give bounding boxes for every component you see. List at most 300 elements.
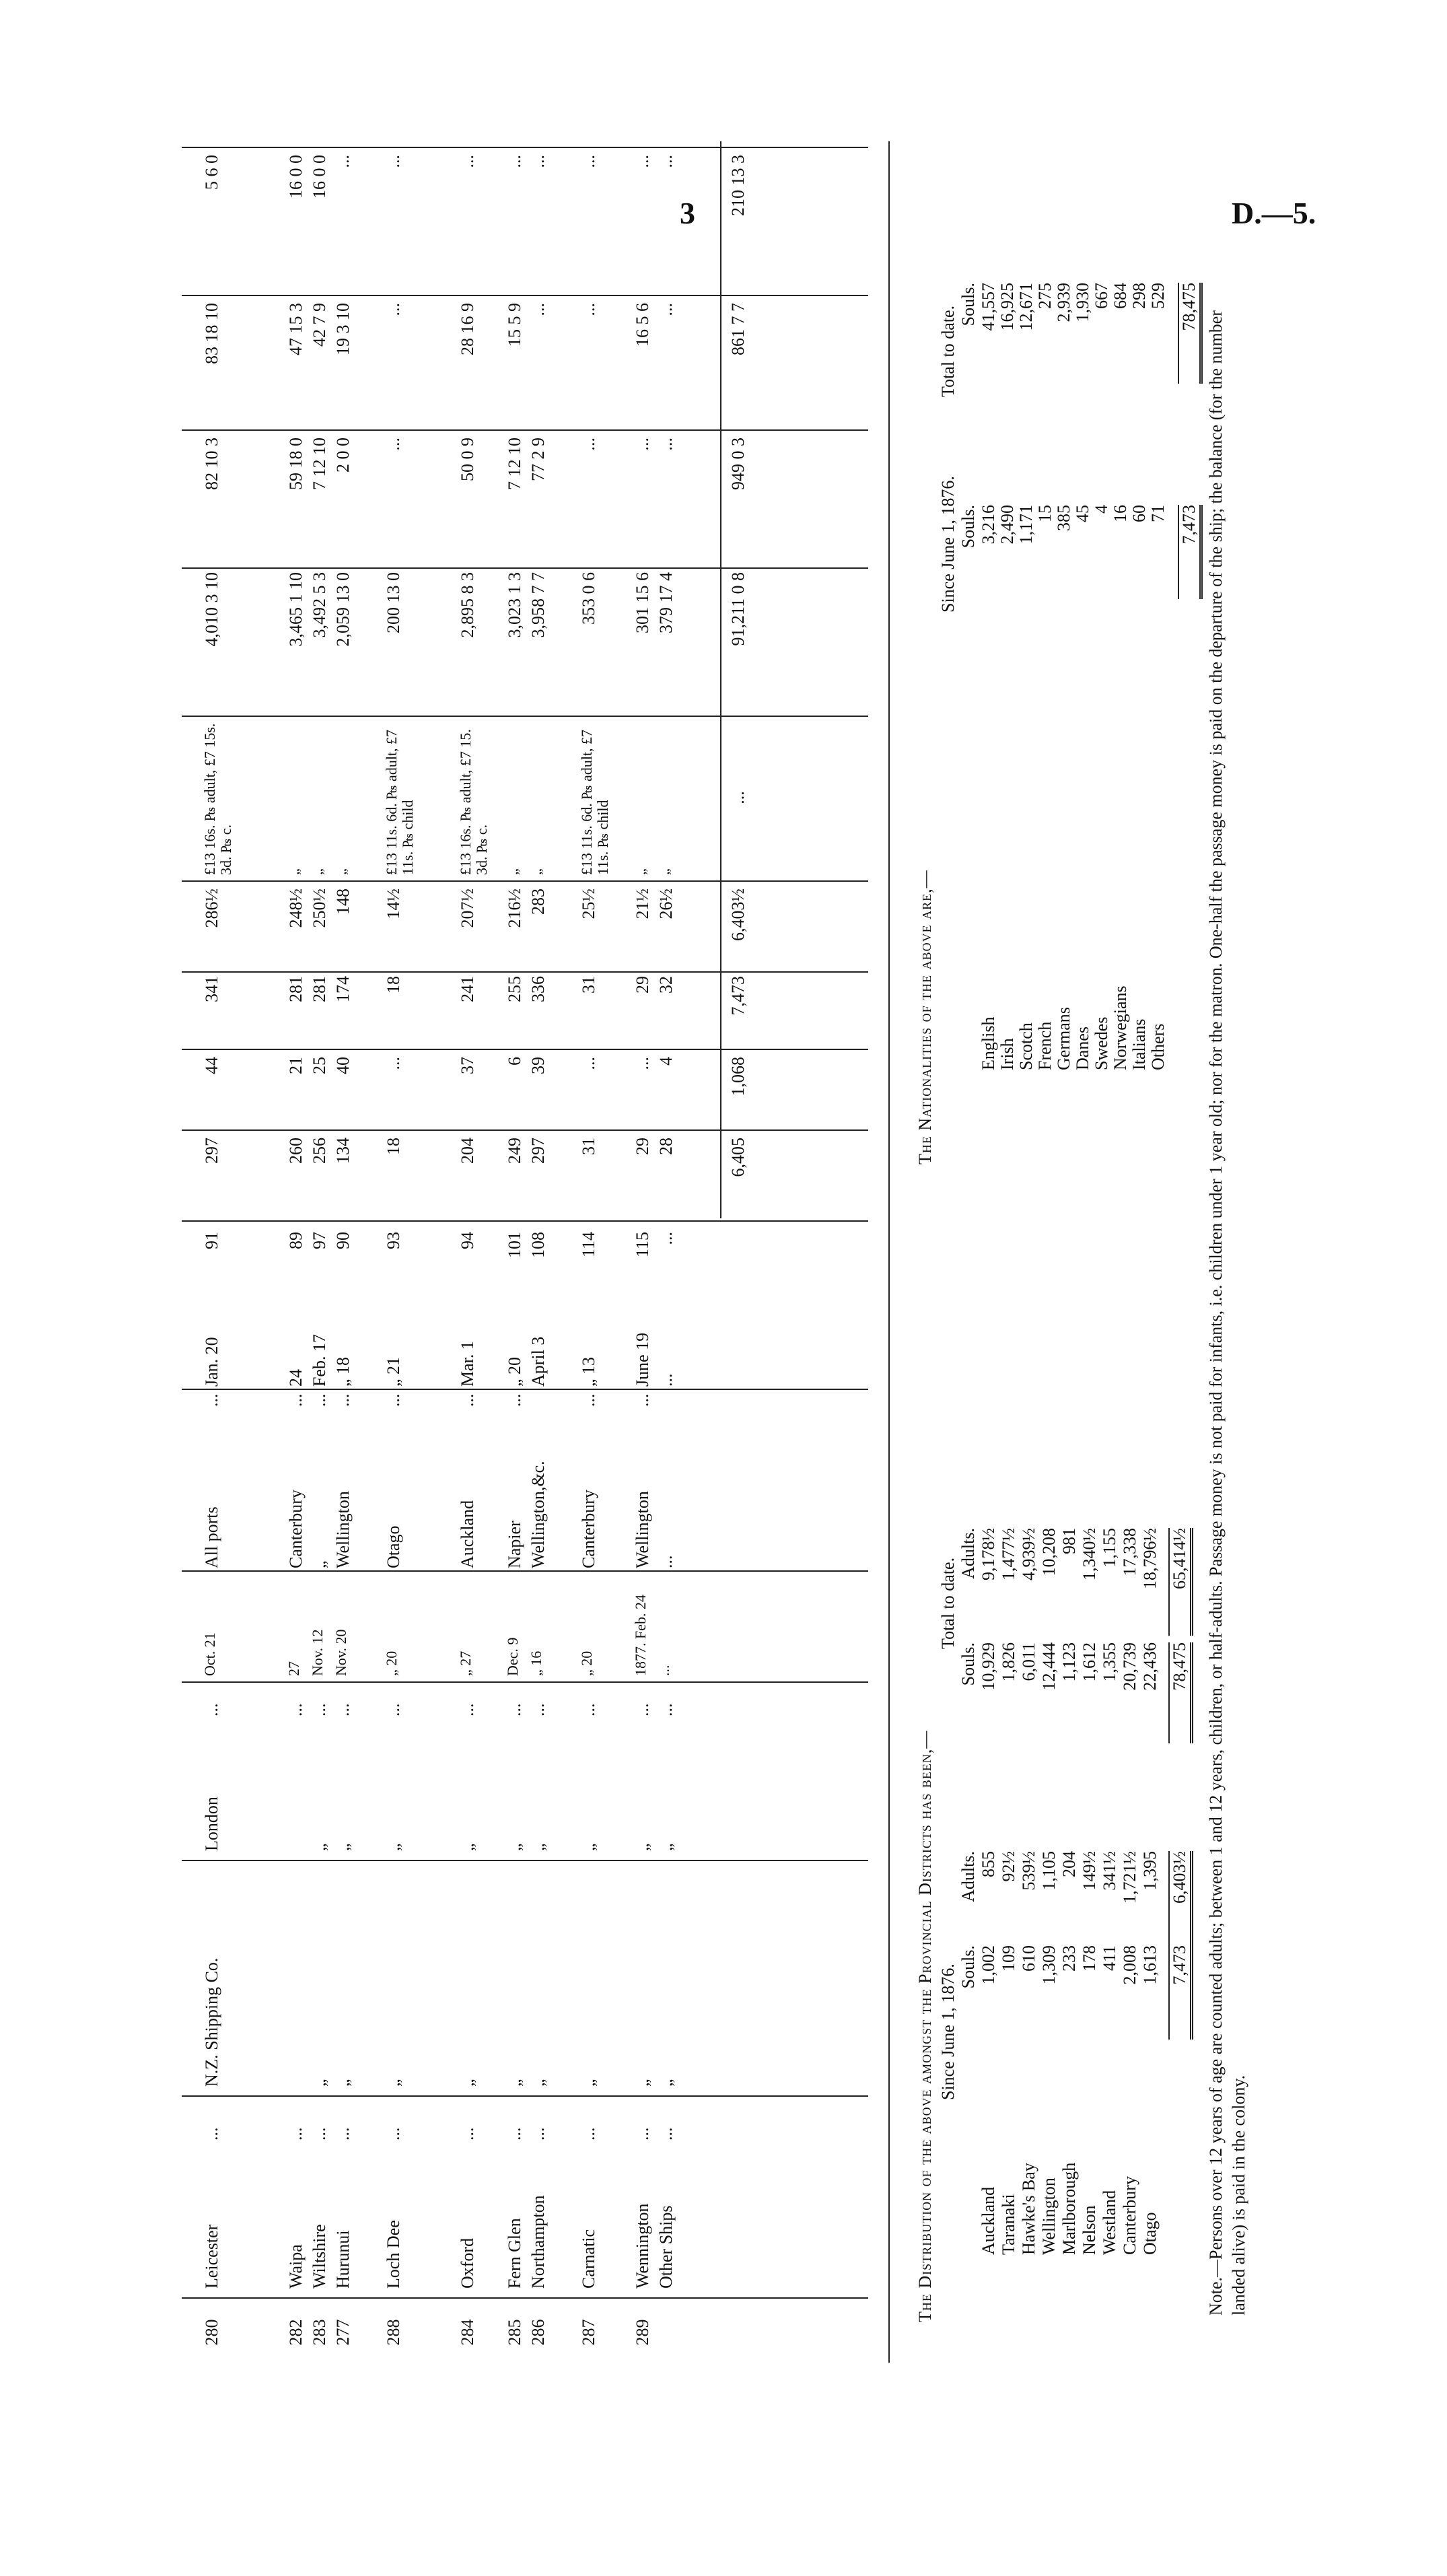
- ship-ship-cell: Wennington: [633, 2203, 652, 2289]
- ship-dots3-cell: ...: [579, 1393, 598, 1407]
- ship-col14-cell: 16 5 6: [633, 303, 652, 347]
- distribution-s1-cell: 2,008: [1120, 1945, 1139, 1985]
- column-rule: [182, 429, 868, 431]
- ship-days-cell: 91: [202, 1232, 221, 1249]
- nationalities-s1-cell: 45: [1073, 505, 1092, 522]
- ship-rate-cell: „: [656, 868, 672, 875]
- ship-total-cell: 18: [384, 976, 403, 994]
- distribution-total-a1: 6,403½: [1168, 1851, 1193, 1945]
- ship-adults-cell: 29: [633, 1138, 652, 1155]
- ship-dots1-cell: ...: [333, 2127, 353, 2140]
- ship-dots1-cell: ...: [656, 2127, 676, 2140]
- ship-line-cell: „: [505, 2079, 524, 2087]
- ship-children-cell: ...: [633, 1057, 652, 1070]
- nationalities-s2-cell: 2,939: [1054, 283, 1073, 322]
- distribution-a2-cell: 10,208: [1039, 1528, 1059, 1576]
- ship-sailed-cell: 27: [285, 1661, 302, 1676]
- ship-port-cell: „: [505, 1843, 524, 1851]
- ship-paid-cell: 3,492 5 3: [310, 572, 329, 638]
- distribution-total-s1: 7,473: [1168, 1945, 1193, 2040]
- distribution-a1-cell: 539½: [1019, 1851, 1038, 1891]
- ship-dots2-cell: ...: [333, 1703, 353, 1716]
- ship-adults-cell: 18: [384, 1138, 403, 1155]
- ship-arrived-cell: 24: [286, 1369, 306, 1387]
- ship-dots2-cell: ...: [505, 1703, 524, 1716]
- distribution-name-cell: Nelson: [1080, 2205, 1099, 2255]
- distribution-name-cell: Auckland: [979, 2186, 998, 2255]
- ship-total-col14: 861 7 7: [728, 303, 748, 355]
- ship-ship-cell: Loch Dee: [384, 2220, 403, 2289]
- ship-total-cell: 32: [656, 976, 676, 994]
- ship-rate-cell: „: [528, 868, 544, 875]
- ship-paid-cell: 2,895 8 3: [458, 572, 477, 638]
- ship-paid-cell: 3,023 1 3: [505, 572, 524, 638]
- ship-days-cell: 89: [286, 1232, 306, 1249]
- nationalities-table: [915, 155, 1238, 1164]
- column-rule: [182, 1389, 868, 1390]
- column-rule: [182, 295, 868, 296]
- distribution-a2-cell: 4,939½: [1019, 1528, 1038, 1580]
- ship-rate-cell: £13 16s. ₧ adult, £7 15s. 3d. ₧ c.: [201, 723, 234, 875]
- ship-total-cell: 281: [286, 976, 306, 1002]
- nationalities-name-cell: Danes: [1073, 1026, 1092, 1070]
- ship-arrived-cell: „ 21: [384, 1356, 403, 1387]
- ship-dots1-cell: ...: [310, 2127, 329, 2140]
- ship-total-children: 1,068: [728, 1057, 748, 1096]
- distribution-s1-cell: 1,309: [1039, 1945, 1059, 1985]
- ship-paid-cell: 3,465 1 10: [286, 572, 306, 647]
- distribution-name-cell: Taranaki: [999, 2194, 1018, 2255]
- ship-children-cell: 25: [310, 1057, 329, 1074]
- ship-children-cell: 39: [528, 1057, 548, 1074]
- ship-col14-cell: 28 16 9: [458, 303, 477, 355]
- ship-port-cell: „: [528, 1843, 548, 1851]
- ship-no-cell: 280: [202, 2319, 221, 2346]
- ship-dest-cell: ...: [656, 1555, 676, 1568]
- ship-ship-cell: Northampton: [528, 2195, 548, 2289]
- ship-no-cell: 282: [286, 2319, 306, 2346]
- distribution-header: Souls.: [958, 1642, 978, 1686]
- distribution-s2-cell: 1,612: [1080, 1642, 1099, 1682]
- ship-port-cell: „: [656, 1843, 676, 1851]
- ship-no-cell: 284: [458, 2319, 477, 2346]
- ship-dots3-cell: ...: [633, 1393, 652, 1407]
- ship-sailed-cell: „ 20: [383, 1650, 400, 1676]
- distribution-name-cell: Westland: [1100, 2190, 1119, 2255]
- ship-dots2-cell: ...: [656, 1703, 676, 1716]
- ship-dots1-cell: ...: [202, 2127, 221, 2140]
- nationalities-title: The Nationalities of the above are,—: [915, 870, 935, 1164]
- ship-line-cell: N.Z. Shipping Co.: [202, 1957, 221, 2087]
- ship-col15-cell: ...: [633, 155, 652, 168]
- ship-no-cell: 286: [528, 2319, 548, 2346]
- ship-stat-cell: 250½: [310, 889, 329, 928]
- ship-total-cell: 281: [310, 976, 329, 1002]
- ship-total-cell: 336: [528, 976, 548, 1002]
- ship-sailed-cell: Nov. 12: [309, 1629, 326, 1676]
- nationalities-group-since: Since June 1, 1876.: [938, 476, 958, 613]
- ship-line-cell: „: [528, 2079, 548, 2087]
- nationalities-s2-cell: 12,671: [1016, 283, 1036, 331]
- ship-col15-cell: 16 0 0: [310, 155, 329, 199]
- ship-dots1-cell: ...: [505, 2127, 524, 2140]
- ship-sailed-cell: „ 20: [578, 1650, 595, 1676]
- ship-no-cell: 285: [505, 2319, 524, 2346]
- ship-sailed-cell: „ 16: [528, 1650, 544, 1676]
- ship-arrived-cell: „ 13: [579, 1356, 598, 1387]
- ship-dots2-cell: ...: [528, 1703, 548, 1716]
- nationalities-name-cell: Italians: [1129, 1018, 1149, 1070]
- ship-col15-cell: ...: [505, 155, 524, 168]
- ship-no-cell: 287: [579, 2319, 598, 2346]
- nationalities-header: Souls.: [958, 283, 978, 326]
- distribution-a1-cell: 341½: [1100, 1851, 1119, 1891]
- ship-dots3-cell: ...: [384, 1393, 403, 1407]
- ship-dots3-cell: ...: [458, 1393, 477, 1407]
- nationalities-s1-cell: 71: [1148, 505, 1168, 522]
- ship-col13-cell: 2 0 0: [333, 438, 353, 473]
- ship-arrived-cell: June 19: [633, 1332, 652, 1387]
- distribution-header: Souls.: [958, 1945, 978, 1989]
- ship-col14-cell: 42 7 9: [310, 303, 329, 347]
- ship-arrived-cell: „ 18: [333, 1356, 353, 1387]
- distribution-s2-cell: 10,929: [979, 1642, 998, 1691]
- rotated-page-content: [182, 74, 1245, 2363]
- footnote: Note.—Persons over 12 years of age are counted adults; between 1 and 12 years, children, or half-adults. Passage money is not paid for infants, i.e. children under 1 year old; nor for the matron. One-half the passage money is paid on the departure of the ship; the balance (for the number landed alive) is paid in the colony.: [1206, 310, 1248, 2316]
- ship-col13-cell: 77 2 9: [528, 438, 548, 481]
- ship-dots3-cell: ...: [310, 1393, 329, 1407]
- ship-stat-cell: 25½: [579, 889, 598, 919]
- ship-children-cell: ...: [384, 1057, 403, 1070]
- distribution-s1-cell: 1,613: [1140, 1945, 1160, 1985]
- ship-dots2-cell: ...: [310, 1703, 329, 1716]
- column-rule: [182, 147, 868, 148]
- ship-dots2-cell: ...: [633, 1703, 652, 1716]
- ship-sailed-cell: Nov. 20: [332, 1629, 349, 1676]
- ship-port-cell: London: [202, 1797, 221, 1851]
- distribution-s1-cell: 109: [999, 1945, 1018, 1972]
- ship-line-cell: „: [633, 2079, 652, 2087]
- ship-children-cell: 6: [505, 1057, 524, 1066]
- column-rule: [182, 1129, 868, 1131]
- ship-col13-cell: ...: [656, 438, 676, 451]
- ship-paid-cell: 200 13 0: [384, 572, 403, 633]
- column-rule: [182, 1220, 868, 1222]
- ship-children-cell: ...: [579, 1057, 598, 1070]
- distribution-group-total: Total to date.: [938, 1557, 958, 1649]
- ship-adults-cell: 249: [505, 1138, 524, 1164]
- ship-adults-cell: 297: [528, 1138, 548, 1164]
- nationalities-s1-cell: 4: [1092, 505, 1111, 514]
- ship-dots3-cell: ...: [202, 1393, 221, 1407]
- ship-dots2-cell: ...: [384, 1703, 403, 1716]
- nationalities-s1-cell: 15: [1035, 505, 1055, 522]
- ship-days-cell: 114: [579, 1232, 598, 1258]
- distribution-a1-cell: 204: [1059, 1851, 1079, 1877]
- page-number: 3: [680, 196, 695, 230]
- ship-col13-cell: 7 12 10: [310, 438, 329, 490]
- ship-dest-cell: „: [310, 1560, 329, 1568]
- ship-arrived-cell: Mar. 1: [458, 1341, 477, 1387]
- ship-port-cell: „: [384, 1843, 403, 1851]
- ship-total-col15: 210 13 3: [728, 155, 748, 216]
- distribution-header: Adults.: [958, 1528, 978, 1579]
- ship-children-cell: 37: [458, 1057, 477, 1074]
- distribution-a1-cell: 149½: [1080, 1851, 1099, 1891]
- ship-line-cell: „: [656, 2079, 676, 2087]
- column-rule: [182, 1860, 868, 1861]
- ship-line-cell: „: [579, 2079, 598, 2087]
- ship-adults-cell: 134: [333, 1138, 353, 1164]
- column-rule: [182, 971, 868, 973]
- ship-stat-cell: 286½: [202, 889, 221, 928]
- ship-no-cell: 283: [310, 2319, 329, 2346]
- ship-stat-cell: 207½: [458, 889, 477, 928]
- ship-paid-cell: 379 17 4: [656, 572, 676, 633]
- ship-total-total: 7,473: [728, 976, 748, 1016]
- ship-total-col13: 949 0 3: [728, 438, 748, 490]
- ship-col15-cell: ...: [656, 155, 676, 168]
- ship-ship-cell: Other Ships: [656, 2205, 676, 2289]
- ship-dots2-cell: ...: [202, 1703, 221, 1716]
- ship-children-cell: 4: [656, 1057, 676, 1066]
- distribution-s2-cell: 1,826: [999, 1642, 1018, 1682]
- ship-paid-cell: 4,010 3 10: [202, 572, 221, 647]
- ship-port-cell: „: [310, 1843, 329, 1851]
- ship-line-cell: „: [458, 2079, 477, 2087]
- ship-col15-cell: 5 6 0: [202, 155, 221, 190]
- ship-col15-cell: ...: [384, 155, 403, 168]
- ship-col14-cell: 47 15 3: [286, 303, 306, 355]
- ship-ship-cell: Oxford: [458, 2237, 477, 2289]
- ship-arrived-cell: Feb. 17: [310, 1334, 329, 1387]
- ship-total-cell: 241: [458, 976, 477, 1002]
- ship-col13-cell: ...: [384, 438, 403, 451]
- nationalities-s2-cell: 1,930: [1073, 283, 1092, 322]
- ship-dots3-cell: ...: [505, 1393, 524, 1407]
- nationalities-group-total: Total to date.: [938, 305, 958, 397]
- ship-days-cell: 101: [505, 1232, 524, 1258]
- nationalities-s1-cell: 16: [1110, 505, 1130, 522]
- ship-dots2-cell: ...: [286, 1703, 306, 1716]
- ship-total-cell: 341: [202, 976, 221, 1002]
- ship-arrived-cell: April 3: [528, 1336, 548, 1387]
- ship-ship-cell: Fern Glen: [505, 2218, 524, 2289]
- distribution-total-a2: 65,414½: [1168, 1528, 1193, 1636]
- ship-port-cell: „: [458, 1843, 477, 1851]
- ship-sailed-cell: Dec. 9: [504, 1637, 521, 1676]
- ship-total-paid: 91,211 0 8: [728, 572, 748, 646]
- ship-total-cell: 174: [333, 976, 353, 1002]
- distribution-a2-cell: 981: [1059, 1528, 1079, 1554]
- ship-rate-cell: £13 11s. 6d. ₧ adult, £7 11s. ₧ child: [578, 729, 611, 875]
- distribution-name-cell: Hawke's Bay: [1019, 2163, 1038, 2255]
- ship-rate-cell: „: [632, 868, 649, 875]
- ship-days-cell: 93: [384, 1232, 403, 1249]
- ship-dest-cell: Otago: [384, 1525, 403, 1568]
- distribution-s2-cell: 1,355: [1100, 1642, 1119, 1682]
- ship-total-cell: 29: [633, 976, 652, 994]
- distribution-a1-cell: 1,105: [1039, 1851, 1059, 1891]
- distribution-a2-cell: 18,796½: [1140, 1528, 1160, 1589]
- ship-stat-cell: 14½: [384, 889, 403, 919]
- nationalities-s2-cell: 684: [1110, 283, 1130, 309]
- distribution-name-cell: Otago: [1140, 2212, 1160, 2255]
- ship-col13-cell: 82 10 3: [202, 438, 221, 490]
- ship-no-cell: 277: [333, 2319, 353, 2346]
- ship-col15-cell: ...: [333, 155, 353, 168]
- ship-days-cell: 90: [333, 1232, 353, 1249]
- ship-adults-cell: 256: [310, 1138, 329, 1164]
- ship-col14-cell: 19 3 10: [333, 303, 353, 355]
- nationalities-name-cell: Others: [1148, 1023, 1168, 1070]
- ship-dots3-cell: ...: [286, 1393, 306, 1407]
- distribution-total-s2: 78,475: [1168, 1642, 1193, 1743]
- ship-col13-cell: ...: [579, 438, 598, 451]
- ship-paid-cell: 2,059 13 0: [333, 572, 353, 647]
- ship-dest-cell: Wellington: [633, 1491, 652, 1568]
- ship-dots1-cell: ...: [633, 2127, 652, 2140]
- ship-adults-cell: 31: [579, 1138, 598, 1155]
- ship-dest-cell: Canterbury: [579, 1490, 598, 1568]
- nationalities-s2-cell: 667: [1092, 283, 1111, 309]
- nationalities-header: Souls.: [958, 505, 978, 549]
- column-rule: [182, 880, 868, 882]
- ship-col13-cell: 59 18 0: [286, 438, 306, 490]
- ship-col13-cell: ...: [633, 438, 652, 451]
- ship-dest-cell: Wellington,&c.: [528, 1461, 548, 1568]
- ship-port-cell: „: [633, 1843, 652, 1851]
- ship-ship-cell: Waipa: [286, 2244, 306, 2289]
- ship-stat-cell: 21½: [633, 889, 652, 919]
- ship-arrived-cell: ...: [656, 1373, 676, 1387]
- ship-col13-cell: 7 12 10: [505, 438, 524, 490]
- distribution-table: [915, 1380, 1238, 2322]
- ship-total-rate: ...: [728, 791, 748, 804]
- document-reference: D.—5.: [1232, 196, 1316, 230]
- ship-days-cell: 108: [528, 1232, 548, 1258]
- nationalities-name-cell: English: [979, 1016, 998, 1070]
- ship-port-cell: „: [333, 1843, 353, 1851]
- ship-rate-cell: „: [504, 868, 521, 875]
- distribution-a1-cell: 92½: [999, 1851, 1018, 1882]
- distribution-s1-cell: 233: [1059, 1945, 1079, 1972]
- distribution-name-cell: Marlborough: [1059, 2162, 1079, 2255]
- ship-dots1-cell: ...: [286, 2127, 306, 2140]
- ship-dots2-cell: ...: [579, 1703, 598, 1716]
- ship-col14-cell: ...: [656, 303, 676, 316]
- nationalities-name-cell: Norwegians: [1110, 985, 1130, 1070]
- ship-children-cell: 21: [286, 1057, 306, 1074]
- ship-days-cell: 97: [310, 1232, 329, 1249]
- ship-line-cell: „: [333, 2079, 353, 2087]
- nationalities-s1-cell: 3,216: [979, 505, 998, 545]
- ship-dest-cell: Auckland: [458, 1500, 477, 1568]
- distribution-a2-cell: 1,340½: [1080, 1528, 1099, 1580]
- note-block: [1205, 27, 1285, 2316]
- nationalities-name-cell: Germans: [1054, 1007, 1073, 1070]
- ship-dest-cell: Canterbury: [286, 1490, 306, 1568]
- ship-dots1-cell: ...: [579, 2127, 598, 2140]
- ship-stat-cell: 248½: [286, 889, 306, 928]
- distribution-a1-cell: 1,395: [1140, 1851, 1160, 1891]
- nationalities-s1-cell: 60: [1129, 505, 1149, 522]
- ship-sailed-cell: 1877. Feb. 24: [632, 1595, 649, 1676]
- ship-adults-cell: 204: [458, 1138, 477, 1164]
- ship-ship-cell: Carnatic: [579, 2229, 598, 2289]
- ship-no-cell: 288: [384, 2319, 403, 2346]
- ship-ship-cell: Wiltshire: [310, 2224, 329, 2289]
- nationalities-s1-cell: 385: [1054, 505, 1073, 531]
- column-rule: [182, 2297, 868, 2299]
- nationalities-s2-cell: 298: [1129, 283, 1149, 309]
- column-rule: [182, 2095, 868, 2097]
- nationalities-name-cell: Irish: [997, 1038, 1017, 1070]
- ship-rate-cell: £13 16s. ₧ adult, £7 15. 3d. ₧ c.: [457, 729, 490, 875]
- ship-paid-cell: 301 15 6: [633, 572, 652, 633]
- ship-stat-cell: 148: [333, 889, 353, 915]
- ship-dest-cell: All ports: [202, 1506, 221, 1568]
- ship-sailed-cell: „ 27: [457, 1650, 474, 1676]
- ship-port-cell: „: [579, 1843, 598, 1851]
- ship-dest-cell: Napier: [505, 1521, 524, 1568]
- nationalities-total-s1: 7,473: [1178, 505, 1203, 599]
- distribution-group-since: Since June 1, 1876.: [938, 1963, 958, 2100]
- ship-line-cell: „: [384, 2079, 403, 2087]
- ship-col15-cell: ...: [458, 155, 477, 168]
- distribution-header: Adults.: [958, 1851, 978, 1902]
- distribution-s1-cell: 1,002: [979, 1945, 998, 1985]
- nationalities-s2-cell: 275: [1035, 283, 1055, 309]
- nationalities-total-s2: 78,475: [1178, 283, 1203, 384]
- ship-line-cell: „: [310, 2079, 329, 2087]
- distribution-name-cell: Canterbury: [1120, 2176, 1139, 2255]
- ship-stat-cell: 26½: [656, 889, 676, 919]
- ship-children-cell: 44: [202, 1057, 221, 1074]
- ship-col14-cell: ...: [384, 303, 403, 316]
- ship-sailed-cell: ...: [656, 1665, 672, 1676]
- totals-rule: [720, 141, 721, 1218]
- ship-dots1-cell: ...: [528, 2127, 548, 2140]
- nationalities-name-cell: French: [1035, 1021, 1055, 1070]
- ship-col14-cell: 83 18 10: [202, 303, 221, 364]
- ship-dots1-cell: ...: [458, 2127, 477, 2140]
- ship-dest-cell: Wellington: [333, 1491, 353, 1568]
- ship-table: [182, 74, 895, 2363]
- ship-ship-cell: Hurunui: [333, 2230, 353, 2289]
- nationalities-s1-cell: 2,490: [997, 505, 1017, 545]
- ship-total-cell: 31: [579, 976, 598, 994]
- ship-adults-cell: 297: [202, 1138, 221, 1164]
- distribution-s1-cell: 610: [1019, 1945, 1038, 1972]
- distribution-a2-cell: 17,338: [1120, 1528, 1139, 1576]
- ship-sailed-cell: Oct. 21: [201, 1632, 218, 1676]
- distribution-a1-cell: 855: [979, 1851, 998, 1877]
- distribution-title: The Distribution of the above amongst the Provincial Districts has been,—: [915, 1730, 935, 2322]
- ship-stat-cell: 283: [528, 889, 548, 915]
- distribution-a2-cell: 1,155: [1100, 1528, 1119, 1568]
- column-rule: [182, 1681, 868, 1683]
- nationalities-name-cell: Scotch: [1016, 1022, 1036, 1070]
- distribution-s2-cell: 20,739: [1120, 1642, 1139, 1691]
- distribution-name-cell: Wellington: [1039, 2178, 1059, 2255]
- distribution-s2-cell: 6,011: [1019, 1642, 1038, 1681]
- distribution-s1-cell: 411: [1100, 1945, 1119, 1972]
- nationalities-s2-cell: 16,925: [997, 283, 1017, 331]
- ship-days-cell: 94: [458, 1232, 477, 1249]
- ship-children-cell: 40: [333, 1057, 353, 1074]
- ship-arrived-cell: Jan. 20: [202, 1337, 221, 1387]
